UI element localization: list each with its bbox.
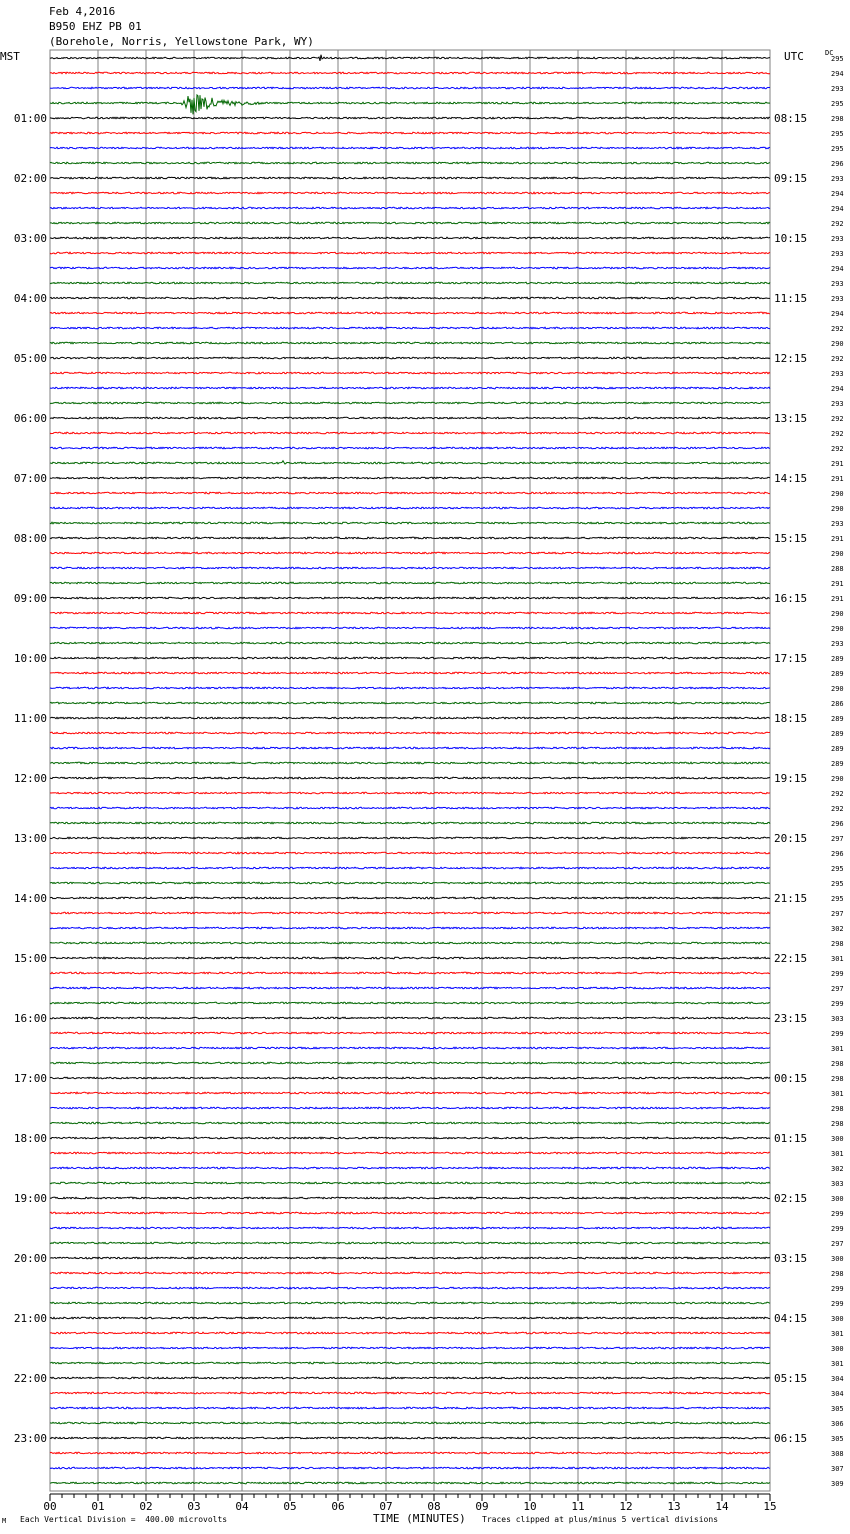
- trace-row: [50, 1047, 770, 1049]
- right-hour-label: 01:15: [774, 1132, 808, 1145]
- dc-offset-value: 292: [831, 430, 844, 438]
- dc-offset-value: 296: [831, 850, 844, 858]
- right-hour-label: 00:15: [774, 1072, 808, 1085]
- trace-row: [50, 117, 770, 119]
- left-hour-label: 20:00: [13, 1252, 47, 1265]
- trace-row: [50, 1302, 770, 1304]
- trace-row: [50, 567, 770, 569]
- dc-offset-value: 297: [831, 835, 844, 843]
- trace-row: [50, 597, 770, 599]
- trace-row: [50, 282, 770, 284]
- right-hour-label: 03:15: [774, 1252, 808, 1265]
- dc-offset-value: 290: [831, 505, 844, 513]
- trace-row: [50, 897, 770, 899]
- trace-row: [50, 1317, 770, 1319]
- trace-row: [50, 1347, 770, 1349]
- left-hour-label: 22:00: [13, 1372, 47, 1385]
- dc-offset-value: 300: [831, 1195, 844, 1203]
- trace-row: [50, 852, 770, 854]
- trace-row: [50, 222, 770, 224]
- right-hour-label: 21:15: [774, 892, 808, 905]
- trace-row: [50, 957, 770, 959]
- dc-offset-value: 293: [831, 235, 844, 243]
- trace-row: [50, 72, 770, 74]
- header-location: (Borehole, Norris, Yellowstone Park, WY): [49, 35, 314, 48]
- trace-row: [50, 672, 770, 674]
- dc-offset-value: 302: [831, 1165, 844, 1173]
- trace-row: [50, 177, 770, 179]
- left-hour-label: 19:00: [13, 1192, 47, 1205]
- trace-row: [50, 732, 770, 734]
- dc-offset-value: 299: [831, 1000, 844, 1008]
- trace-row: [50, 1182, 770, 1184]
- right-hour-label: 11:15: [774, 292, 808, 305]
- x-tick-label: 13: [667, 1500, 681, 1513]
- trace-row: [50, 522, 770, 524]
- dc-offset-value: 308: [831, 1450, 844, 1458]
- dc-offset-value: 292: [831, 790, 844, 798]
- dc-offset-value: 293: [831, 370, 844, 378]
- trace-row: [50, 1392, 770, 1394]
- trace-row: [50, 1002, 770, 1004]
- trace-row: [50, 1437, 770, 1439]
- trace-row: [50, 237, 770, 239]
- dc-offset-value: 297: [831, 985, 844, 993]
- left-hour-label: 07:00: [13, 472, 47, 485]
- dc-offset-value: 298: [831, 1270, 844, 1278]
- dc-offset-value: 291: [831, 595, 844, 603]
- trace-row: [50, 807, 770, 809]
- right-timezone-label: UTC: [784, 50, 804, 63]
- left-hour-label: 21:00: [13, 1312, 47, 1325]
- right-hour-label: 18:15: [774, 712, 808, 725]
- dc-offset-value: 293: [831, 175, 844, 183]
- dc-offset-value: 300: [831, 1135, 844, 1143]
- dc-offset-value: 297: [831, 1240, 844, 1248]
- trace-row: [50, 972, 770, 974]
- dc-offset-value: 305: [831, 1405, 844, 1413]
- right-hour-label: 08:15: [774, 112, 808, 125]
- right-hour-label: 19:15: [774, 772, 808, 785]
- dc-offset-value: 292: [831, 325, 844, 333]
- dc-offset-value: 291: [831, 460, 844, 468]
- trace-row: [50, 1197, 770, 1199]
- trace-row: [50, 477, 770, 479]
- dc-offset-value: 299: [831, 1300, 844, 1308]
- x-tick-label: 05: [283, 1500, 297, 1513]
- trace-row: [50, 627, 770, 629]
- plot-border: [50, 50, 770, 1491]
- dc-offset-value: 295: [831, 55, 844, 63]
- right-hour-label: 16:15: [774, 592, 808, 605]
- x-tick-label: 02: [139, 1500, 153, 1513]
- trace-row: [50, 1452, 770, 1454]
- trace-row: [50, 702, 770, 704]
- dc-offset-value: 293: [831, 295, 844, 303]
- trace-row: [50, 1272, 770, 1274]
- right-hour-label: 15:15: [774, 532, 808, 545]
- header-station: B950 EHZ PB 01: [49, 20, 142, 33]
- dc-offset-value: 301: [831, 1090, 844, 1098]
- left-hour-label: 11:00: [13, 712, 47, 725]
- trace-row: [50, 1422, 770, 1424]
- trace-row: [50, 357, 770, 359]
- trace-row: [50, 1227, 770, 1229]
- trace-row: [50, 612, 770, 614]
- trace-row: [50, 267, 770, 269]
- trace-row: [50, 1332, 770, 1334]
- dc-offset-value: 304: [831, 1390, 844, 1398]
- x-tick-label: 03: [187, 1500, 201, 1513]
- dc-offset-value: 290: [831, 685, 844, 693]
- right-hour-label: 09:15: [774, 172, 808, 185]
- dc-offset-value: 291: [831, 475, 844, 483]
- dc-offset-value: 298: [831, 1120, 844, 1128]
- dc-offset-value: 295: [831, 895, 844, 903]
- right-hour-label: 10:15: [774, 232, 808, 245]
- dc-offset-value: 289: [831, 760, 844, 768]
- trace-row: [50, 882, 770, 884]
- left-hour-label: 10:00: [13, 652, 47, 665]
- dc-offset-value: 296: [831, 160, 844, 168]
- x-tick-label: 06: [331, 1500, 345, 1513]
- dc-offset-value: 288: [831, 565, 844, 573]
- trace-row: [50, 582, 770, 584]
- x-tick-label: 00: [43, 1500, 57, 1513]
- trace-row: [50, 537, 770, 539]
- x-tick-label: 08: [427, 1500, 441, 1513]
- left-hour-label: 13:00: [13, 832, 47, 845]
- left-hour-label: 03:00: [13, 232, 47, 245]
- trace-row: [50, 162, 770, 164]
- dc-offset-value: 295: [831, 145, 844, 153]
- trace-row: [50, 387, 770, 389]
- trace-row: [50, 1122, 770, 1124]
- trace-row: [50, 1212, 770, 1214]
- trace-row: [50, 1242, 770, 1244]
- left-hour-label: 06:00: [13, 412, 47, 425]
- dc-offset-value: 298: [831, 1060, 844, 1068]
- left-hour-label: 05:00: [13, 352, 47, 365]
- trace-row: [50, 207, 770, 209]
- dc-offset-value: 294: [831, 205, 844, 213]
- left-hour-label: 14:00: [13, 892, 47, 905]
- right-hour-label: 05:15: [774, 1372, 808, 1385]
- dc-offset-value: 291: [831, 535, 844, 543]
- x-tick-label: 09: [475, 1500, 489, 1513]
- dc-offset-value: 295: [831, 130, 844, 138]
- trace-row: [50, 372, 770, 374]
- dc-offset-value: 289: [831, 745, 844, 753]
- trace-row: [50, 642, 770, 644]
- dc-offset-value: 290: [831, 610, 844, 618]
- trace-row: [50, 867, 770, 869]
- trace-row: [50, 1062, 770, 1064]
- dc-offset-value: 298: [831, 1105, 844, 1113]
- dc-offset-value: 293: [831, 640, 844, 648]
- trace-row: [50, 461, 770, 464]
- trace-row: [50, 1137, 770, 1139]
- trace-row: [50, 762, 770, 764]
- left-hour-label: 23:00: [13, 1432, 47, 1445]
- dc-offset-value: 290: [831, 625, 844, 633]
- trace-row: [50, 447, 770, 449]
- right-hour-label: 13:15: [774, 412, 808, 425]
- dc-offset-value: 309: [831, 1480, 844, 1488]
- x-tick-label: 07: [379, 1500, 393, 1513]
- trace-row: [50, 987, 770, 989]
- trace-row: [50, 657, 770, 659]
- dc-offset-value: 300: [831, 1255, 844, 1263]
- trace-row: [50, 132, 770, 134]
- trace-row: [50, 95, 770, 115]
- dc-offset-value: 292: [831, 220, 844, 228]
- trace-row: [50, 747, 770, 749]
- trace-row: [50, 432, 770, 434]
- trace-row: [50, 777, 770, 779]
- dc-offset-value: 289: [831, 655, 844, 663]
- dc-offset-value: 294: [831, 385, 844, 393]
- dc-offset-value: 293: [831, 280, 844, 288]
- left-timezone-label: MST: [0, 50, 20, 63]
- right-hour-label: 17:15: [774, 652, 808, 665]
- dc-offset-value: 303: [831, 1015, 844, 1023]
- dc-offset-value: 293: [831, 400, 844, 408]
- trace-row: [50, 822, 770, 824]
- left-hour-label: 01:00: [13, 112, 47, 125]
- dc-offset-value: 294: [831, 70, 844, 78]
- left-hour-label: 02:00: [13, 172, 47, 185]
- left-hour-label: 12:00: [13, 772, 47, 785]
- right-hour-label: 04:15: [774, 1312, 808, 1325]
- trace-row: [50, 1032, 770, 1034]
- dc-offset-value: 304: [831, 1375, 844, 1383]
- dc-offset-value: 295: [831, 100, 844, 108]
- trace-row: [50, 297, 770, 299]
- trace-row: [50, 402, 770, 404]
- trace-row: [50, 55, 770, 61]
- dc-offset-value: 300: [831, 1345, 844, 1353]
- trace-row: [50, 927, 770, 929]
- dc-offset-value: 289: [831, 715, 844, 723]
- trace-row: [50, 147, 770, 149]
- dc-offset-value: 293: [831, 85, 844, 93]
- trace-row: [50, 1017, 770, 1019]
- dc-offset-value: 297: [831, 910, 844, 918]
- right-hour-label: 20:15: [774, 832, 808, 845]
- trace-row: [50, 687, 770, 689]
- trace-row: [50, 1167, 770, 1169]
- trace-row: [50, 492, 770, 494]
- dc-offset-value: 307: [831, 1465, 844, 1473]
- dc-offset-value: 294: [831, 310, 844, 318]
- left-hour-label: 08:00: [13, 532, 47, 545]
- dc-offset-value: 290: [831, 340, 844, 348]
- dc-offset-value: 298: [831, 115, 844, 123]
- dc-offset-value: 295: [831, 865, 844, 873]
- dc-label: DC: [825, 49, 834, 57]
- dc-offset-value: 303: [831, 1180, 844, 1188]
- dc-offset-value: 292: [831, 355, 844, 363]
- trace-row: [50, 1287, 770, 1289]
- x-tick-label: 14: [715, 1500, 729, 1513]
- dc-offset-value: 300: [831, 1315, 844, 1323]
- right-hour-label: 23:15: [774, 1012, 808, 1025]
- trace-row: [50, 1377, 770, 1379]
- trace-row: [50, 1107, 770, 1109]
- x-tick-label: 11: [571, 1500, 585, 1513]
- trace-row: [50, 1407, 770, 1409]
- dc-offset-value: 299: [831, 1210, 844, 1218]
- corner-mark: M: [2, 1517, 7, 1525]
- dc-offset-value: 305: [831, 1435, 844, 1443]
- trace-row: [50, 1152, 770, 1154]
- trace-row: [50, 327, 770, 329]
- dc-offset-value: 294: [831, 190, 844, 198]
- trace-row: [50, 1467, 770, 1469]
- trace-row: [50, 1362, 770, 1364]
- trace-row: [50, 342, 770, 344]
- dc-offset-value: 299: [831, 970, 844, 978]
- dc-offset-value: 299: [831, 1030, 844, 1038]
- x-tick-label: 15: [763, 1500, 777, 1513]
- dc-offset-value: 293: [831, 520, 844, 528]
- dc-offset-value: 299: [831, 1225, 844, 1233]
- dc-offset-value: 293: [831, 250, 844, 258]
- x-tick-label: 04: [235, 1500, 249, 1513]
- trace-row: [50, 192, 770, 194]
- dc-offset-value: 301: [831, 1360, 844, 1368]
- dc-offset-value: 301: [831, 955, 844, 963]
- scale-note: Each Vertical Division = 400.00 microvolts: [20, 1515, 228, 1524]
- trace-row: [50, 1092, 770, 1094]
- dc-offset-value: 292: [831, 805, 844, 813]
- dc-offset-value: 289: [831, 670, 844, 678]
- dc-offset-value: 292: [831, 445, 844, 453]
- dc-offset-value: 286: [831, 700, 844, 708]
- x-tick-label: 12: [619, 1500, 633, 1513]
- dc-offset-value: 299: [831, 1285, 844, 1293]
- dc-offset-value: 290: [831, 775, 844, 783]
- trace-row: [50, 87, 770, 89]
- trace-row: [50, 1257, 770, 1259]
- x-tick-label: 10: [523, 1500, 537, 1513]
- dc-offset-value: 290: [831, 490, 844, 498]
- trace-row: [50, 717, 770, 719]
- clip-note: Traces clipped at plus/minus 5 vertical divisions: [482, 1515, 719, 1524]
- trace-row: [50, 552, 770, 554]
- dc-offset-value: 295: [831, 880, 844, 888]
- right-hour-label: 06:15: [774, 1432, 808, 1445]
- left-hour-label: 17:00: [13, 1072, 47, 1085]
- trace-row: [50, 792, 770, 794]
- trace-row: [50, 837, 770, 839]
- dc-offset-value: 301: [831, 1045, 844, 1053]
- dc-offset-value: 298: [831, 940, 844, 948]
- dc-offset-value: 294: [831, 265, 844, 273]
- dc-offset-value: 301: [831, 1150, 844, 1158]
- dc-offset-value: 292: [831, 415, 844, 423]
- left-hour-label: 09:00: [13, 592, 47, 605]
- x-axis-label: TIME (MINUTES): [373, 1512, 466, 1525]
- trace-row: [50, 312, 770, 314]
- dc-offset-value: 291: [831, 580, 844, 588]
- dc-offset-value: 296: [831, 820, 844, 828]
- dc-offset-value: 301: [831, 1330, 844, 1338]
- trace-row: [50, 507, 770, 509]
- dc-offset-value: 302: [831, 925, 844, 933]
- right-hour-label: 12:15: [774, 352, 808, 365]
- trace-row: [50, 252, 770, 254]
- dc-offset-value: 290: [831, 550, 844, 558]
- header-date: Feb 4,2016: [49, 5, 116, 18]
- left-hour-label: 04:00: [13, 292, 47, 305]
- left-hour-label: 15:00: [13, 952, 47, 965]
- trace-row: [50, 942, 770, 944]
- x-tick-label: 01: [91, 1500, 105, 1513]
- right-hour-label: 02:15: [774, 1192, 808, 1205]
- right-hour-label: 22:15: [774, 952, 808, 965]
- left-hour-label: 16:00: [13, 1012, 47, 1025]
- dc-offset-value: 306: [831, 1420, 844, 1428]
- left-hour-label: 18:00: [13, 1132, 47, 1145]
- trace-row: [50, 912, 770, 914]
- right-hour-label: 14:15: [774, 472, 808, 485]
- trace-row: [50, 1077, 770, 1079]
- dc-offset-value: 289: [831, 730, 844, 738]
- trace-row: [50, 1482, 770, 1484]
- dc-offset-value: 298: [831, 1075, 844, 1083]
- trace-row: [50, 417, 770, 419]
